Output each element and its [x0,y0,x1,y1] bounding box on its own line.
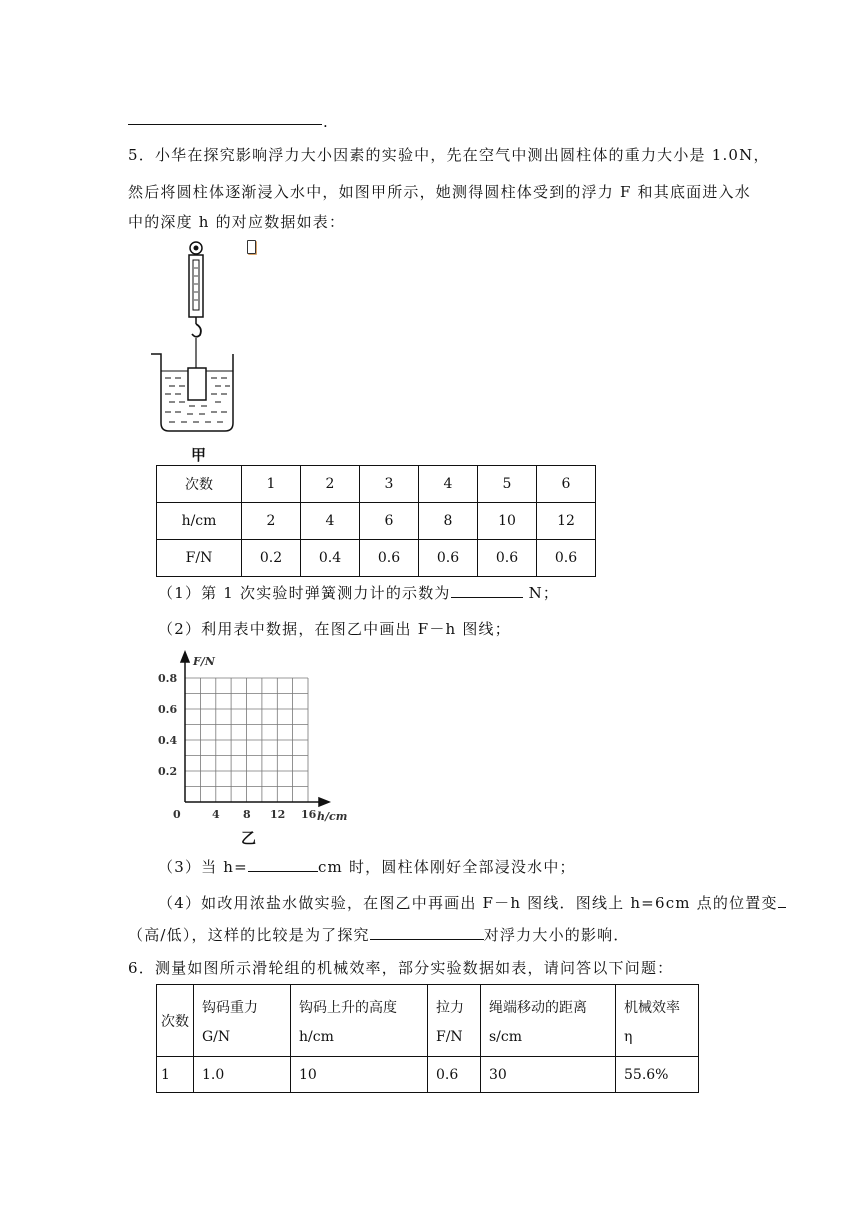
table-cell: h/cm [157,503,242,540]
q5-sub3-text: （3）当 h= [158,858,248,876]
table-cell: 0.4 [301,540,360,577]
table-cell: 0.2 [242,540,301,577]
table-cell: 2 [242,503,301,540]
table-cell: F/N [157,540,242,577]
table-row [157,503,596,540]
header-unit: η [624,1028,633,1045]
q5-sub4-line1 [158,893,786,913]
header-unit: h/cm [299,1028,334,1045]
table-header-cell: 次数 [157,985,194,1057]
table-cell: 6 [360,503,419,540]
table-cell: 2 [301,466,360,503]
table-row [157,985,699,1057]
table-cell: 10 [291,1057,428,1093]
header-unit: F/N [436,1028,463,1045]
table-cell: 0.6 [537,540,596,577]
table-header-cell [291,985,428,1057]
q5-sub2: （2）利用表中数据，在图乙中画出 F－h 图线； [158,620,511,638]
table-cell: 10 [478,503,537,540]
anchor-marker-icon [247,240,256,254]
y-tick-label: 0.8 [158,672,178,685]
q6-data-table [156,984,699,1093]
table-cell: 1.0 [194,1057,291,1093]
answer-blank[interactable] [370,925,484,940]
q6-intro: 6．测量如图所示滑轮组的机械效率，部分实验数据如表，请问答以下问题： [128,959,674,977]
q5-sub4-text-end: 对浮力大小的影响． [483,926,630,944]
header-unit: G/N [202,1028,231,1045]
x-axis-arrow-icon [319,798,329,806]
figure-jia-caption: 甲 [191,446,208,464]
table-cell: 30 [481,1057,616,1093]
q5-line-2: 然后将圆柱体逐渐浸入水中，如图甲所示，她测得圆柱体受到的浮力 F 和其底面进入水 [128,183,751,201]
table-header-cell [616,985,699,1057]
table-cell: 0.6 [360,540,419,577]
x-tick-label: 12 [270,808,286,821]
previous-answer-period: . [323,113,329,131]
table-row [157,1057,699,1093]
table-row [157,540,596,577]
figure-yi-caption: 乙 [241,829,258,847]
graph-grid [185,678,308,802]
table-cell: 5 [478,466,537,503]
table-cell: 1 [157,1057,194,1093]
table-cell: 4 [301,503,360,540]
origin-label: 0 [173,808,181,821]
figure-jia-spring-scale-beaker [145,238,245,438]
q5-sub1 [158,583,559,603]
q5-sub4-line2 [128,925,630,945]
header-unit: s/cm [489,1028,523,1045]
table-cell: 8 [419,503,478,540]
answer-blank[interactable] [778,893,786,908]
table-cell: 3 [360,466,419,503]
q5-sub3 [158,857,576,877]
table-cell: 55.6% [616,1057,699,1093]
header-label: 拉力 [436,999,464,1016]
q5-line-3: 中的深度 h 的对应数据如表： [128,213,346,231]
q5-sub4-text: （4）如改用浓盐水做实验，在图乙中再画出 F－h 图线．图线上 h=6cm 点的位置变 [158,894,778,912]
graph-axes [181,652,329,806]
table-cell: 0.6 [428,1057,481,1093]
header-label: 钩码重力 [202,999,258,1016]
x-axis-label: h/cm [317,810,348,823]
y-axis-label: F/N [193,655,215,668]
table-header-cell [194,985,291,1057]
table-cell: 12 [537,503,596,540]
y-tick-label: 0.4 [158,734,178,747]
header-label: 机械效率 [624,999,680,1016]
table-cell: 0.6 [419,540,478,577]
answer-blank[interactable] [451,583,523,598]
beaker-icon [151,354,233,431]
q5-line-1: 5．小华在探究影响浮力大小因素的实验中，先在空气中测出圆柱体的重力大小是 1.0N， [128,146,770,164]
q5-sub4-text: （高/低），这样的比较是为了探究 [128,926,370,944]
y-tick-label: 0.6 [158,703,178,716]
table-cell: 4 [419,466,478,503]
y-tick-label: 0.2 [158,765,178,778]
table-cell: 6 [537,466,596,503]
table-cell: 0.6 [478,540,537,577]
table-cell: 1 [242,466,301,503]
spring-scale-icon [189,242,203,368]
q5-sub1-text: （1）第 1 次实验时弹簧测力计的示数为 [158,584,451,602]
table-cell: 次数 [157,466,242,503]
x-tick-label: 16 [301,808,317,821]
q5-sub1-unit: N； [522,584,560,602]
table-header-cell [481,985,616,1057]
figure-yi-graph [155,650,355,825]
table-row [157,466,596,503]
x-tick-label: 4 [212,808,220,821]
y-axis-arrow-icon [181,652,189,662]
previous-answer-blank [128,124,322,125]
table-header-cell [428,985,481,1057]
q5-sub3-text-end: cm 时，圆柱体刚好全部浸没水中； [317,858,576,876]
answer-blank[interactable] [248,857,318,872]
header-label: 钩码上升的高度 [299,999,397,1016]
x-tick-label: 8 [243,808,251,821]
q5-data-table [156,465,596,577]
header-label: 绳端移动的距离 [489,999,587,1016]
